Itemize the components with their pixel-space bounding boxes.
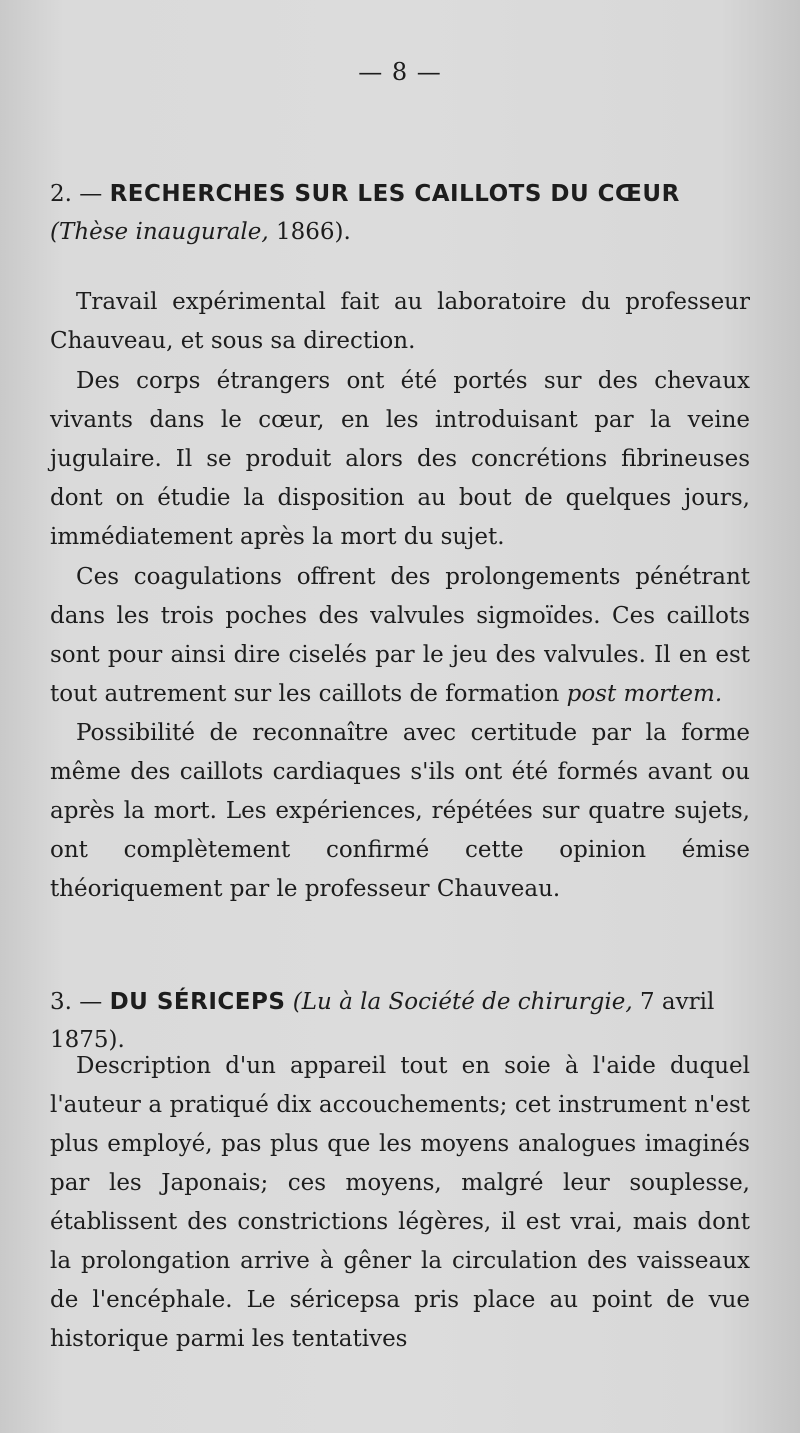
section-3-number: 3. — <box>50 989 103 1015</box>
section-3-reference: (Lu à la Société de chirurgie, <box>292 989 633 1015</box>
section-2-paragraph-1: Travail expérimental fait au laboratoire du professeur Chauveau, et sous sa direction. <box>50 289 750 354</box>
paragraph-3-text: Ces coagulations offrent des prolongements pénétrant dans les trois poches des valvules sigmoïdes. Ces caillots sont pour ainsi dire ciselés par le jeu des valvules. Il en est tout autrement sur les caillots de formation <box>50 564 750 707</box>
section-3-date: 7 avril 1875). <box>50 989 715 1053</box>
page-number: — 8 — <box>358 58 442 86</box>
section-3-paragraph: Description d'un appareil tout en soie à l'aide duquel l'auteur a pratiqué dix accouchements; cet instrument n'est plus employé, pas plus que les moyens analogues imaginés par les Japonais; ces moyens, malgré leur souplesse, établissent des constrictions légères, il est vrai, mais dont la prolongation arrive à gêner la circulation des vaisseaux de l'encéphale. Le séricepsa pris place au point de vue historique parmi les tentatives <box>50 1053 750 1352</box>
section-2-heading <box>50 175 750 251</box>
paragraph-3-italic: post mortem. <box>566 681 723 707</box>
section-2-title: RECHERCHES SUR LES CAILLOTS DU CŒUR <box>109 181 680 207</box>
section-2-reference: (Thèse inaugurale, <box>50 219 269 245</box>
section-2-year: 1866). <box>276 219 351 245</box>
section-2-paragraph-2: Des corps étrangers ont été portés sur des chevaux vivants dans le cœur, en les introduisant par la veine jugulaire. Il se produit alors des concrétions fibrineuses dont on étudie la disposition au bout de quelques jours, immédiatement après la mort du sujet. <box>50 368 750 550</box>
section-2-paragraph-4: Possibilité de reconnaître avec certitude par la forme même des caillots cardiaques s'ils ont été formés avant ou après la mort. Les expériences, répétées sur quatre sujets, ont complètement confirmé cette opinion émise théoriquement par le professeur Chauveau. <box>50 720 750 902</box>
section-2-paragraph-3 <box>50 558 750 714</box>
section-3-title: DU SÉRICEPS <box>109 989 286 1015</box>
section-2-number: 2. — <box>50 181 103 207</box>
